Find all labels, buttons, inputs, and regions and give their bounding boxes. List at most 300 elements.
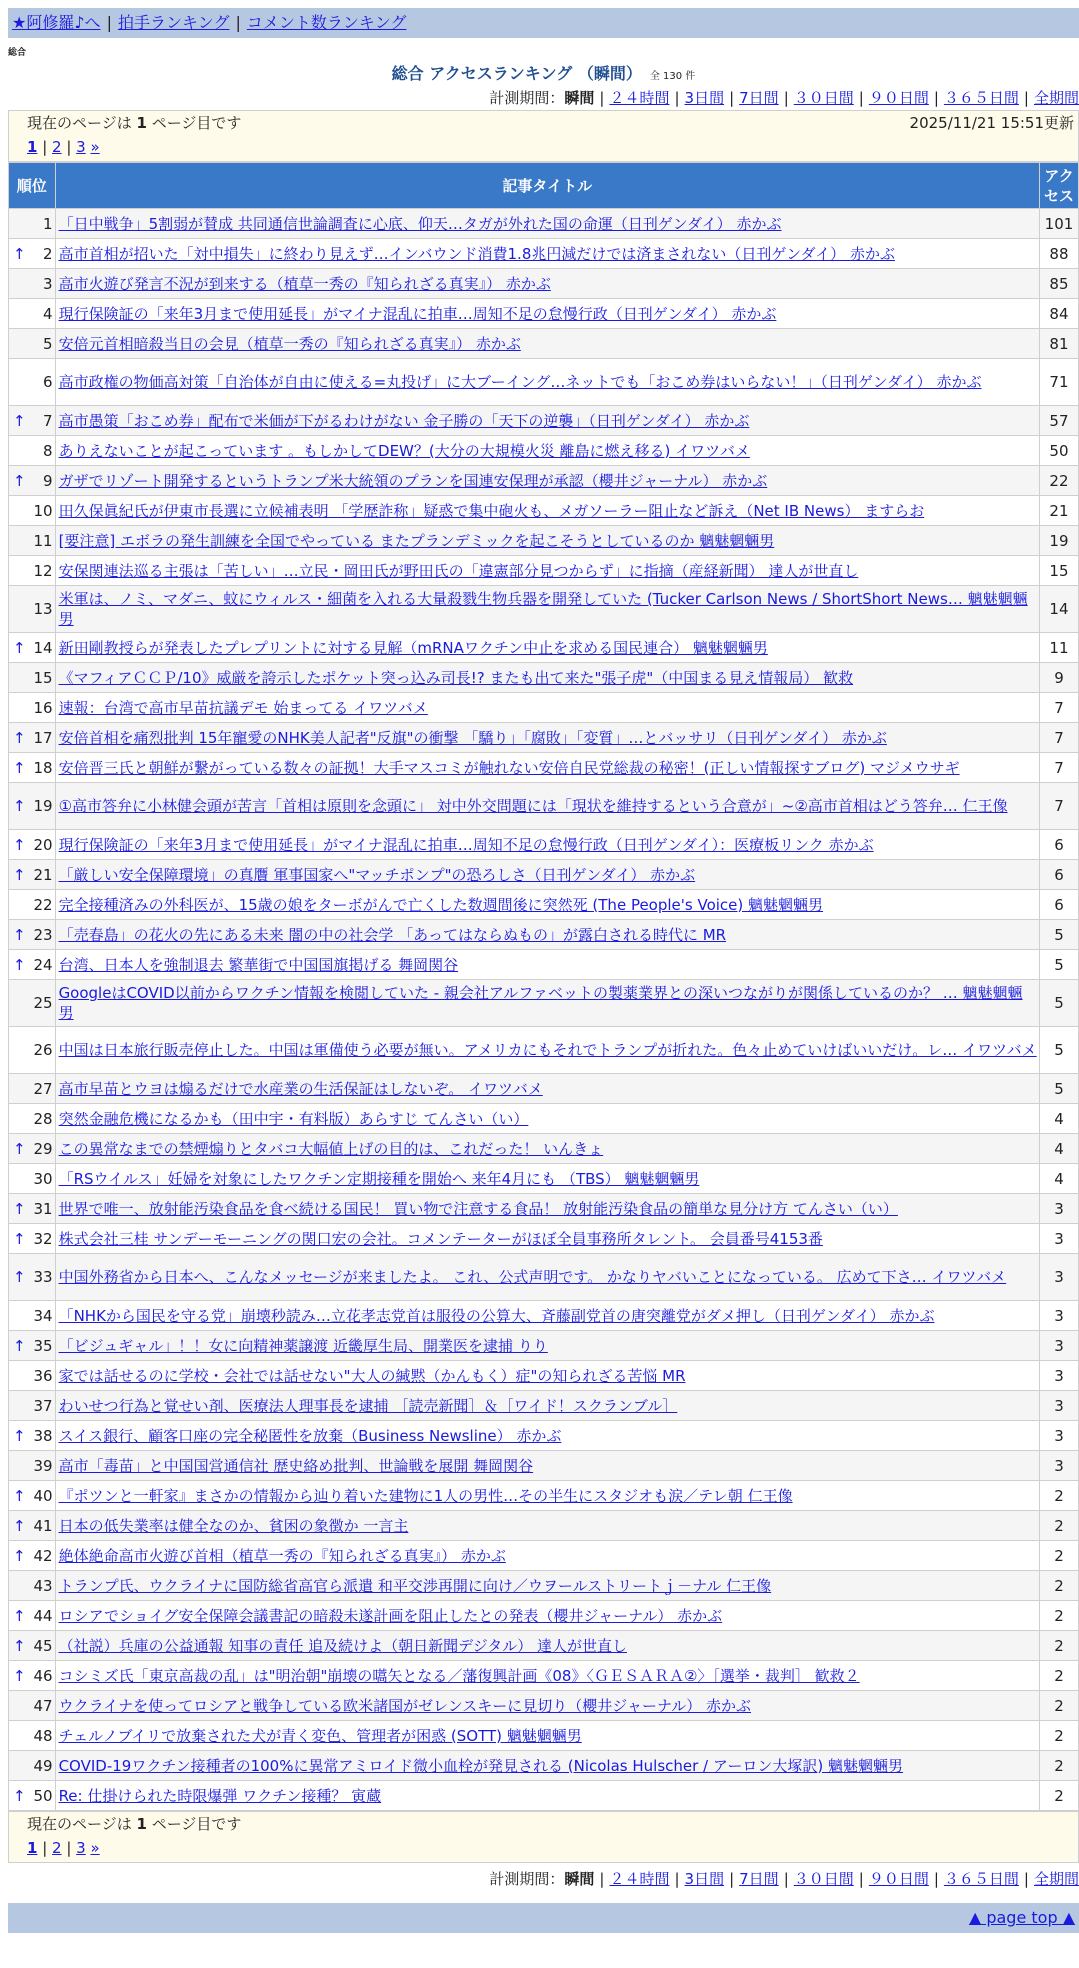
title-cell [55, 239, 1039, 269]
table-row [9, 406, 1079, 436]
access-count: 5 [1039, 950, 1078, 980]
article-title-link[interactable]: ①高市答弁に小林健会頭が苦言「首相は原則を念頭に」 対中外交問題には「現状を維持するという合意が」~②高市首相はどう答弁… 仁王像 [58, 797, 1008, 815]
rank-number: 28 [33, 1109, 53, 1128]
rank-number: 8 [43, 441, 53, 460]
rank-number: 43 [33, 1576, 53, 1595]
title-cell [55, 1751, 1039, 1781]
rank-cell [9, 1781, 56, 1811]
title-cell [55, 1104, 1039, 1134]
article-title-link[interactable]: 現行保険証の「来年3月まで使用延長」がマイナ混乱に拍車…周知不足の怠慢行政（日刊ゲンダイ） 赤かぶ [58, 304, 777, 323]
table-row [9, 1511, 1079, 1541]
title-cell [55, 329, 1039, 359]
period-link[interactable]: 7日間 [739, 1870, 779, 1888]
title-cell [55, 1481, 1039, 1511]
table-row [9, 950, 1079, 980]
table-row [9, 1421, 1079, 1451]
access-count: 4 [1039, 1134, 1078, 1164]
title-cell [55, 406, 1039, 436]
article-title-link[interactable]: 中国外務省から日本へ、こんなメッセージが来ましたよ。 これ、公式声明です。 かなりヤバいことになっている。 広めて下さ… イワツバメ [58, 1268, 1007, 1286]
pager-top [27, 135, 1078, 159]
period-link[interactable]: 全期間 [1033, 89, 1079, 107]
article-title-link[interactable]: 世界で唯一、放射能汚染食品を食べ続ける国民！ 買い物で注意する食品！ 放射能汚染食品の簡単な見分け方 てんさい（い） [58, 1199, 898, 1218]
table-row [9, 1691, 1079, 1721]
title-cell [55, 1631, 1039, 1661]
rank-number: 33 [33, 1268, 53, 1286]
table-row [9, 860, 1079, 890]
page-info-row [27, 111, 1078, 135]
article-title-link[interactable]: 「厳しい安全保障環境」の真贋 軍事国家へ"マッチポンプ"の恐ろしさ（日刊ゲンダイ） 赤かぶ [58, 865, 696, 884]
rank-up-arrow-icon: ↑ [13, 1636, 26, 1655]
rank-number: 40 [33, 1486, 53, 1505]
access-count: 3 [1039, 1254, 1078, 1301]
period-separator: | [783, 1870, 789, 1888]
article-title-link[interactable]: （社説）兵庫の公益通報 知事の責任 追及続けよ（朝日新聞デジタル） 達人が世直し [58, 1636, 627, 1655]
table-row [9, 980, 1079, 1027]
access-count: 5 [1039, 980, 1078, 1027]
rank-number: 48 [33, 1726, 53, 1745]
rank-cell [9, 239, 56, 269]
rank-up-arrow-icon: ↑ [13, 1486, 26, 1505]
access-count: 5 [1039, 1027, 1078, 1074]
period-link[interactable]: 全期間 [1033, 1870, 1079, 1888]
table-row [9, 1254, 1079, 1301]
rank-number: 3 [43, 274, 53, 293]
access-count: 14 [1039, 586, 1078, 633]
table-row [9, 1781, 1079, 1811]
pager-link[interactable]: 3 [76, 138, 86, 156]
access-count: 3 [1039, 1451, 1078, 1481]
rank-cell [9, 1511, 56, 1541]
table-row [9, 1134, 1079, 1164]
rank-number: 50 [33, 1786, 53, 1805]
rank-up-arrow-icon: ↑ [13, 835, 26, 854]
access-count: 2 [1039, 1781, 1078, 1811]
access-count: 15 [1039, 556, 1078, 586]
page-info-text-before: 現在のページは [27, 1815, 132, 1833]
period-link[interactable]: ３６５日間 [943, 1870, 1019, 1888]
title-cell [55, 1361, 1039, 1391]
article-title-link[interactable]: 高市政権の物価高対策「自治体が自由に使える=丸投げ」に大ブーイング…ネットでも「おこめ券はいらない！」（日刊ゲンダイ） 赤かぶ [58, 373, 982, 391]
rank-up-arrow-icon: ↑ [13, 1516, 26, 1535]
access-count: 2 [1039, 1601, 1078, 1631]
rank-number: 1 [43, 214, 53, 233]
total-count: 全 130 件 [649, 71, 696, 82]
access-count: 3 [1039, 1301, 1078, 1331]
title-cell [55, 1511, 1039, 1541]
title-cell [55, 783, 1039, 830]
rank-cell [9, 1224, 56, 1254]
table-row [9, 239, 1079, 269]
rank-cell [9, 1481, 56, 1511]
rank-cell [9, 890, 56, 920]
access-count: 57 [1039, 406, 1078, 436]
article-title-link[interactable]: 絶体絶命高市火遊び首相（植草一秀の『知られざる真実』） 赤かぶ [58, 1546, 506, 1565]
title-cell [55, 299, 1039, 329]
rank-number: 2 [43, 244, 53, 263]
title-cell [55, 1164, 1039, 1194]
table-row [9, 556, 1079, 586]
article-title-link[interactable]: ガザでリゾート開発するというトランプ米大統領のプランを国連安保理が承認（櫻井ジャーナル） 赤かぶ [58, 471, 768, 490]
rank-number: 27 [33, 1079, 53, 1098]
rank-number: 12 [33, 561, 53, 580]
rank-number: 26 [33, 1041, 53, 1059]
rank-up-arrow-icon: ↑ [13, 955, 26, 974]
rank-number: 16 [33, 698, 53, 717]
comment-ranking-link[interactable]: コメント数ランキング [246, 13, 407, 32]
rank-cell [9, 753, 56, 783]
table-row [9, 526, 1079, 556]
access-count: 7 [1039, 693, 1078, 723]
rank-up-arrow-icon: ↑ [13, 638, 26, 657]
period-current: 瞬間 [564, 1870, 595, 1888]
rank-up-arrow-icon: ↑ [13, 411, 26, 430]
rank-number: 18 [33, 758, 53, 777]
article-title-link[interactable]: GoogleはCOVID以前からワクチン情報を検閲していた - 親会社アルファベットの製薬業界との深いつながりが関係しているのか？ … 魑魅魍魎男 [58, 984, 1023, 1022]
rank-number: 36 [33, 1366, 53, 1385]
rank-cell [9, 1074, 56, 1104]
rank-cell [9, 209, 56, 239]
rank-cell [9, 633, 56, 663]
access-count: 11 [1039, 633, 1078, 663]
title-cell [55, 1134, 1039, 1164]
access-count: 88 [1039, 239, 1078, 269]
title-cell [55, 1601, 1039, 1631]
period-link[interactable]: 7日間 [739, 89, 779, 107]
title-cell [55, 586, 1039, 633]
table-row [9, 1661, 1079, 1691]
period-link[interactable]: ２４時間 [609, 1870, 670, 1888]
table-row [9, 329, 1079, 359]
title-cell [55, 556, 1039, 586]
article-title-link[interactable]: 中国は日本旅行販売停止した。中国は軍備使う必要が無い。アメリカにもそれでトランプが折れた。色々止めていけばいいだけ。レ… イワツバメ [58, 1041, 1037, 1059]
period-link[interactable]: 3日間 [684, 1870, 725, 1888]
rank-up-arrow-icon: ↑ [13, 1268, 26, 1286]
rank-up-arrow-icon: ↑ [13, 797, 26, 815]
period-link[interactable]: ９０日間 [868, 89, 929, 107]
rank-cell [9, 436, 56, 466]
page-info-bottom [8, 1811, 1079, 1863]
title-cell [55, 1781, 1039, 1811]
ranking-table-body [9, 209, 1079, 1811]
article-title-link[interactable]: 「ビジュギャル」！！女に向精神薬譲渡 近畿厚生局、開業医を逮捕 りり [58, 1336, 548, 1355]
ranking-table [8, 162, 1079, 1811]
title-cell [55, 1541, 1039, 1571]
page-info-text-before: 現在のページは [27, 114, 132, 132]
nav-separator: | [106, 13, 112, 32]
rank-cell [9, 1194, 56, 1224]
pager-link[interactable]: 2 [52, 1839, 62, 1857]
table-row [9, 1301, 1079, 1331]
col-header-access: アクセス [1039, 163, 1078, 209]
article-title-link[interactable]: わいせつ行為と覚せい剤、医療法人理事長を逮捕 ［読売新聞］＆［ワイド！スクランブル］ [58, 1396, 678, 1415]
title-cell [55, 860, 1039, 890]
access-count: 3 [1039, 1361, 1078, 1391]
table-row [9, 466, 1079, 496]
article-title-link[interactable]: [要注意] エボラの発生訓練を全国でやっている またプランデミックを起こそうとしているのか 魑魅魍魎男 [58, 531, 775, 550]
rank-up-arrow-icon: ↑ [13, 1786, 26, 1805]
rank-cell [9, 920, 56, 950]
rank-cell [9, 950, 56, 980]
access-count: 50 [1039, 436, 1078, 466]
table-row [9, 1721, 1079, 1751]
table-row [9, 1631, 1079, 1661]
rank-cell [9, 830, 56, 860]
article-title-link[interactable]: Re: 仕掛けられた時限爆弾 ワクチン接種？ 寅蔵 [58, 1786, 382, 1805]
title-cell [55, 1721, 1039, 1751]
title-cell [55, 1301, 1039, 1331]
article-title-link[interactable]: 「NHKから国民を守る党」崩壊秒読み…立花孝志党首は服役の公算大、斉藤副党首の唐突離党がダメ押し（日刊ゲンダイ） 赤かぶ [58, 1306, 935, 1325]
period-separator: | [858, 1870, 864, 1888]
pager-link[interactable]: 1 [27, 1839, 38, 1857]
article-title-link[interactable]: 日本の低失業率は健全なのか、貧困の象徴か 一言主 [58, 1516, 409, 1535]
table-row [9, 1541, 1079, 1571]
rank-cell [9, 783, 56, 830]
title-cell [55, 1391, 1039, 1421]
clap-ranking-link[interactable]: 拍手ランキング [117, 13, 230, 32]
article-title-link[interactable]: 「売春島」の花火の先にある未来 闇の中の社会学 「あってはならぬもの」が露白される時代に MR [58, 925, 727, 944]
table-row [9, 1331, 1079, 1361]
title-cell [55, 1254, 1039, 1301]
article-title-link[interactable]: トランプ氏、ウクライナに国防総省高官ら派遣 和平交渉再開に向け／ウヲールストリートｊ－ナル 仁王像 [58, 1576, 772, 1595]
rank-number: 37 [33, 1396, 53, 1415]
page-title: 総合 アクセスランキング （瞬間） [391, 64, 642, 83]
rank-cell [9, 1391, 56, 1421]
period-link[interactable]: 3日間 [684, 89, 725, 107]
pager-next-link[interactable]: » [90, 1839, 100, 1857]
article-title-link[interactable]: 安倍晋三氏と朝鮮が繋がっている数々の証拠！大手マスコミが触れない安倍自民党総裁の秘密！(正しい情報探すブログ) マジメウサギ [58, 758, 960, 777]
rank-cell [9, 1661, 56, 1691]
rank-number: 47 [33, 1696, 53, 1715]
rank-number: 46 [33, 1666, 53, 1685]
table-row [9, 1104, 1079, 1134]
article-title-link[interactable]: スイス銀行、顧客口座の完全秘匿性を放棄（Business Newsline） 赤かぶ [58, 1426, 562, 1445]
article-title-link[interactable]: 完全接種済みの外科医が、15歳の娘をターボがんで亡くした数週間後に突然死 (The People's Voice) 魑魅魍魎男 [58, 895, 824, 914]
title-cell [55, 830, 1039, 860]
rank-cell [9, 693, 56, 723]
col-header-rank: 順位 [9, 163, 56, 209]
rank-number: 7 [43, 411, 53, 430]
rank-cell [9, 1451, 56, 1481]
article-title-link[interactable]: 『ポツンと一軒家』まさかの情報から辿り着いた建物に1人の男性…その半生にスタジオも涙／テレ朝 仁王像 [58, 1486, 793, 1505]
table-row [9, 723, 1079, 753]
article-title-link[interactable]: 安倍首相を痛烈批判 15年寵愛のNHK美人記者"反旗"の衝撃 「驕り」「腐敗」「変質」…とバッサリ（日刊ゲンダイ） 赤かぶ [58, 728, 887, 747]
table-row [9, 496, 1079, 526]
table-row [9, 890, 1079, 920]
table-row [9, 359, 1079, 406]
rank-number: 9 [43, 471, 53, 490]
article-title-link[interactable]: 家では話せるのに学校・会社では話せない"大人の緘黙（かんもく）症"の知られざる苦悩 MR [58, 1366, 686, 1385]
rank-cell [9, 526, 56, 556]
rank-number: 22 [33, 895, 53, 914]
article-title-link[interactable]: 突然金融危機になるかも（田中宇・有料版）あらすじ てんさい（い） [58, 1109, 529, 1128]
table-row [9, 1481, 1079, 1511]
section-label: 総合 [8, 48, 27, 58]
rank-number: 24 [33, 955, 53, 974]
access-count: 3 [1039, 1331, 1078, 1361]
rank-cell [9, 1361, 56, 1391]
period-current: 瞬間 [564, 89, 595, 107]
rank-up-arrow-icon: ↑ [13, 728, 26, 747]
title-cell [55, 890, 1039, 920]
period-separator: | [729, 89, 735, 107]
access-count: 2 [1039, 1631, 1078, 1661]
rank-number: 41 [33, 1516, 53, 1535]
article-title-link[interactable]: 高市早苗とウヨは煽るだけで水産業の生活保証はしないぞ。 イワツバメ [58, 1079, 543, 1098]
article-title-link[interactable]: 高市愚策「おこめ券」配布で米価が下がるわけがない 金子勝の「天下の逆襲」（日刊ゲンダイ） 赤かぶ [58, 411, 750, 430]
access-count: 22 [1039, 466, 1078, 496]
article-title-link[interactable]: 速報：台湾で高市早苗抗議デモ 始まってる イワツバメ [58, 698, 428, 717]
title-cell [55, 209, 1039, 239]
title-cell [55, 633, 1039, 663]
pager-next-link[interactable]: » [90, 138, 100, 156]
rank-up-arrow-icon: ↑ [13, 1666, 26, 1685]
rank-cell [9, 1571, 56, 1601]
access-count: 101 [1039, 209, 1078, 239]
pager-separator: | [61, 138, 77, 156]
article-title-link[interactable]: 《マフィアＣＣＰ/10》威厳を誇示したポケット突っ込み司長!? またも出て来た"張子虎"（中国まる見え情報局） 歓救 [58, 668, 854, 687]
period-link[interactable]: ９０日間 [868, 1870, 929, 1888]
article-title-link[interactable]: 安保関連法巡る主張は「苦しい」…立民・岡田氏が野田氏の「違憲部分見つからず」に指摘（産経新聞） 達人が世直し [58, 561, 859, 580]
rank-cell [9, 1721, 56, 1751]
rank-number: 4 [43, 304, 53, 323]
article-title-link[interactable]: 「日中戦争」5割弱が賛成 共同通信世論調査に心底、仰天…タガが外れた国の命運（日刊ゲンダイ） 赤かぶ [58, 214, 782, 233]
rank-cell [9, 723, 56, 753]
table-row [9, 209, 1079, 239]
access-count: 81 [1039, 329, 1078, 359]
article-title-link[interactable]: この異常なまでの禁煙煽りとタバコ大幅値上げの目的は、これだった！ いんきょ [58, 1139, 604, 1158]
rank-cell [9, 1301, 56, 1331]
title-cell [55, 693, 1039, 723]
rank-cell [9, 1691, 56, 1721]
article-title-link[interactable]: 安倍元首相暗殺当日の会見（植草一秀の『知られざる真実』） 赤かぶ [58, 334, 521, 353]
article-title-link[interactable]: チェルノブイリで放棄された犬が青く変色、管理者が困惑 (SOTT) 魑魅魍魎男 [58, 1726, 582, 1745]
rank-cell [9, 406, 56, 436]
pager-link[interactable]: 1 [27, 138, 38, 156]
period-separator: | [674, 89, 680, 107]
rank-number: 13 [33, 600, 53, 618]
pager-separator: | [61, 1839, 77, 1857]
article-title-link[interactable]: 新田剛教授らが発表したプレプリントに対する見解（mRNAワクチン中止を求める国民連合） 魑魅魍魎男 [58, 638, 768, 657]
article-title-link[interactable]: 高市火遊び発言不況が到来する（植草一秀の『知られざる真実』） 赤かぶ [58, 274, 551, 293]
rank-number: 5 [43, 334, 53, 353]
rank-cell [9, 1104, 56, 1134]
table-row [9, 1194, 1079, 1224]
rank-cell [9, 980, 56, 1027]
period-selector-top [8, 86, 1079, 110]
article-title-link[interactable]: ロシアでショイグ安全保障会議書記の暗殺未遂計画を阻止したとの発表（櫻井ジャーナル） 赤かぶ [58, 1606, 723, 1625]
access-count: 9 [1039, 663, 1078, 693]
access-count: 2 [1039, 1541, 1078, 1571]
title-cell [55, 920, 1039, 950]
period-link[interactable]: ２４時間 [609, 89, 670, 107]
home-link[interactable]: ★阿修羅♪へ [12, 13, 101, 32]
title-cell [55, 359, 1039, 406]
page-info-text-after: ページ目です [151, 1815, 242, 1833]
article-title-link[interactable]: 高市首相が招いた「対中損失」に終わり見えず…インバウンド消費1.8兆円減だけでは済まされない（日刊ゲンダイ） 赤かぶ [58, 244, 895, 263]
title-cell [55, 1691, 1039, 1721]
article-title-link[interactable]: ウクライナを使ってロシアと戦争している欧米諸国がゼレンスキーに見切り（櫻井ジャーナル） 赤かぶ [58, 1696, 752, 1715]
table-row [9, 753, 1079, 783]
rank-number: 45 [33, 1636, 53, 1655]
article-title-link[interactable]: 現行保険証の「来年3月まで使用延長」がマイナ混乱に拍車…周知不足の怠慢行政（日刊ゲンダイ）：医療板リンク 赤かぶ [58, 835, 874, 854]
access-count: 6 [1039, 860, 1078, 890]
rank-up-arrow-icon: ↑ [13, 1606, 26, 1625]
period-separator: | [858, 89, 864, 107]
access-count: 5 [1039, 1074, 1078, 1104]
article-title-link[interactable]: 株式会社三桂 サンデーモーニングの関口宏の会社。コメンテーターがほぼ全員事務所タレント。 会員番号4153番 [58, 1229, 823, 1248]
table-row [9, 830, 1079, 860]
access-count: 7 [1039, 723, 1078, 753]
article-title-link[interactable]: COVID-19ワクチン接種者の100%に異常アミロイド微小血栓が発見される (Nicolas Hulscher / アーロン大塚訳) 魑魅魍魎男 [58, 1756, 904, 1775]
rank-cell [9, 269, 56, 299]
title-cell [55, 1074, 1039, 1104]
table-row [9, 1074, 1079, 1104]
title-cell [55, 496, 1039, 526]
period-separator: | [933, 89, 939, 107]
bottom-bar [8, 1903, 1079, 1933]
period-link[interactable]: ３６５日間 [943, 89, 1019, 107]
rank-cell [9, 1331, 56, 1361]
table-header-row [9, 163, 1079, 209]
title-cell [55, 466, 1039, 496]
table-row [9, 299, 1079, 329]
access-count: 3 [1039, 1224, 1078, 1254]
title-cell [55, 723, 1039, 753]
period-link[interactable]: ３０日間 [793, 1870, 854, 1888]
access-count: 5 [1039, 920, 1078, 950]
access-count: 19 [1039, 526, 1078, 556]
pager-link[interactable]: 2 [52, 138, 62, 156]
table-row [9, 783, 1079, 830]
table-row [9, 663, 1079, 693]
title-cell [55, 1224, 1039, 1254]
article-title-link[interactable]: 台湾、日本人を強制退去 繁華街で中国国旗掲げる 舞岡関谷 [58, 955, 459, 974]
rank-number: 29 [33, 1139, 53, 1158]
article-title-link[interactable]: 田久保眞紀氏が伊東市長選に立候補表明 「学歴詐称」疑惑で集中砲火も、メガソーラー阻止など訴え（Net IB News） ますらお [58, 501, 925, 520]
rank-number: 15 [33, 668, 53, 687]
title-cell [55, 1451, 1039, 1481]
rank-cell [9, 1631, 56, 1661]
rank-cell [9, 1601, 56, 1631]
rank-up-arrow-icon: ↑ [13, 1139, 26, 1158]
article-title-link[interactable]: 高市「毒苗」と中国国営通信社 歴史絡め批判、世論戦を展開 舞岡関谷 [58, 1456, 534, 1475]
rank-cell [9, 299, 56, 329]
pager-separator: | [37, 1839, 53, 1857]
page-top-link[interactable]: ▲ page top ▲ [968, 1908, 1075, 1927]
article-title-link[interactable]: 米軍は、ノミ、マダニ、蚊にウィルス・細菌を入れる大量殺戮生物兵器を開発していた (Tucker Carlson News / ShortShort News… 魑魅魍魎男 [58, 590, 1028, 628]
rank-up-arrow-icon: ↑ [13, 1199, 26, 1218]
rank-cell [9, 1254, 56, 1301]
period-link[interactable]: ３０日間 [793, 89, 854, 107]
access-count: 7 [1039, 783, 1078, 830]
page-info-top [8, 110, 1079, 162]
rank-cell [9, 496, 56, 526]
article-title-link[interactable]: コシミズ氏「東京高裁の乱」は"明治朝"崩壊の嚆矢となる／藩復興計画《08》〈ＧＥＳＡＲＡ②〉［選挙・裁判］ 歓救２ [58, 1666, 860, 1685]
article-title-link[interactable]: ありえないことが起こっています 。もしかしてDEW？(大分の大規模火災 離島に燃え移る) イワツバメ [58, 441, 750, 460]
rank-up-arrow-icon: ↑ [13, 1546, 26, 1565]
access-count: 4 [1039, 1164, 1078, 1194]
title-cell [55, 1571, 1039, 1601]
table-row [9, 269, 1079, 299]
article-title-link[interactable]: 「RSウイルス」妊婦を対象にしたワクチン定期接種を開始へ 来年4月にも （TBS） 魑魅魍魎男 [58, 1169, 700, 1188]
title-cell [55, 269, 1039, 299]
title-cell [55, 1661, 1039, 1691]
rank-number: 14 [33, 638, 53, 657]
pager-link[interactable]: 3 [76, 1839, 86, 1857]
title-cell [55, 980, 1039, 1027]
access-count: 71 [1039, 359, 1078, 406]
rank-cell [9, 586, 56, 633]
